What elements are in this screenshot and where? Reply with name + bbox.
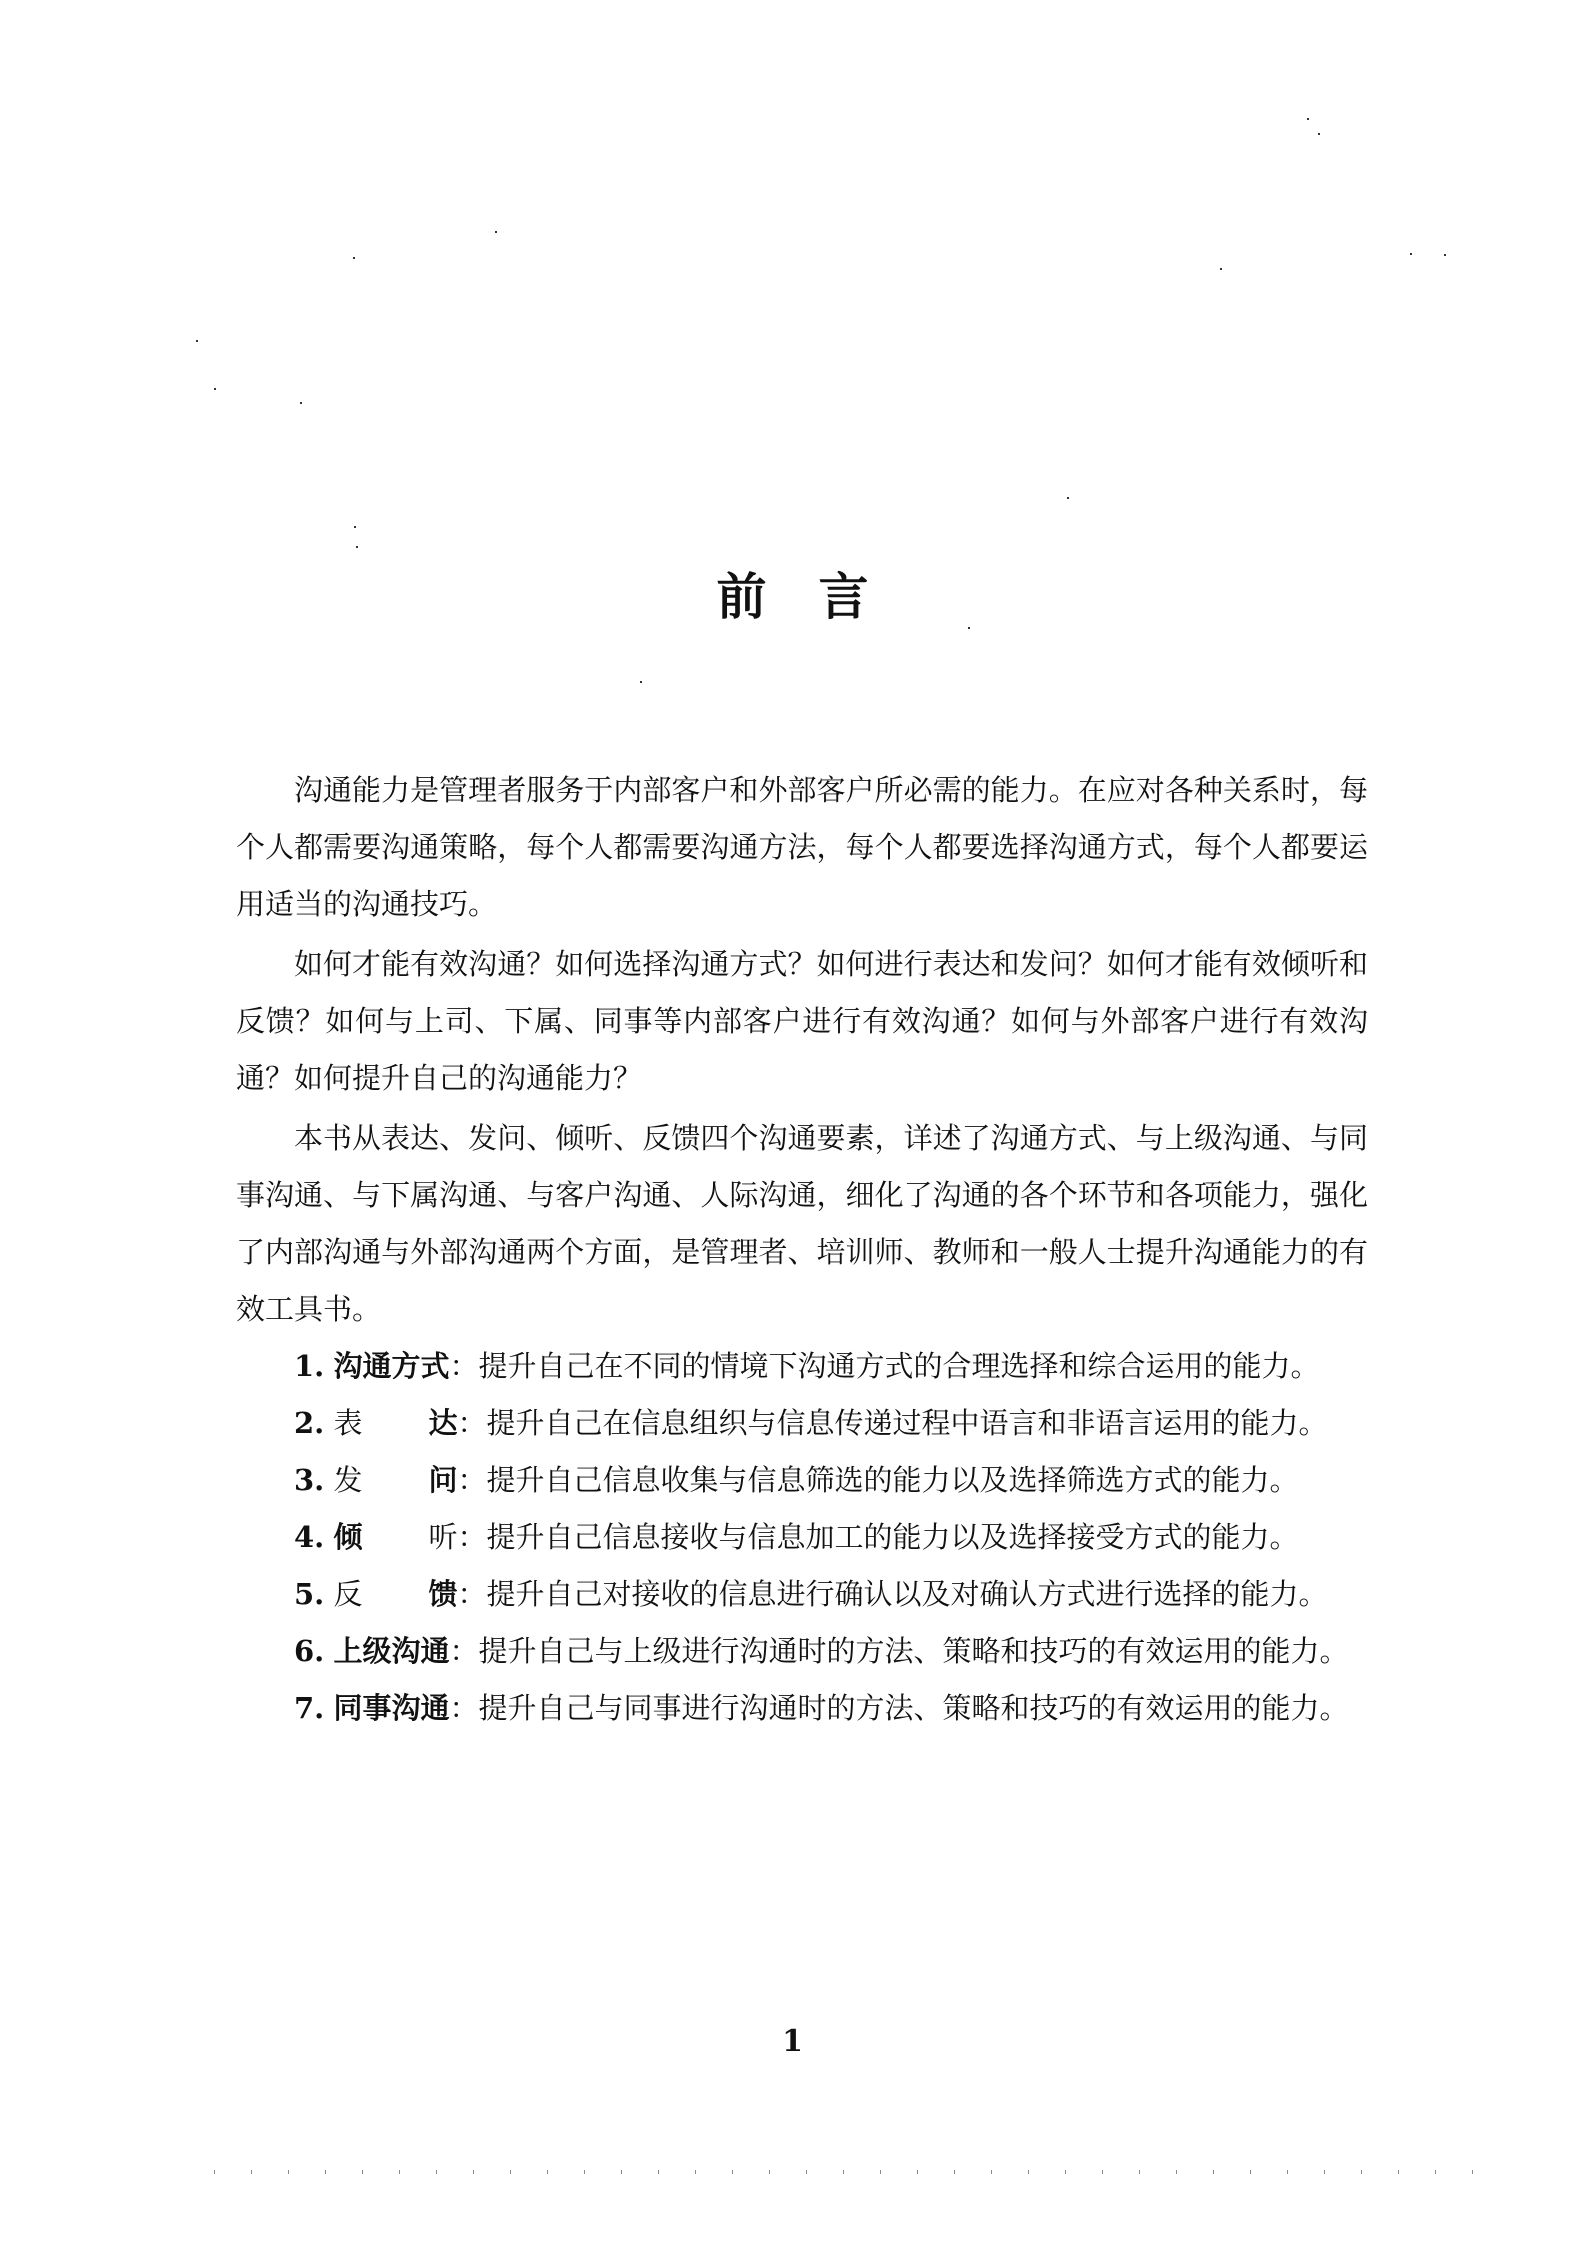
list-item-peer-communication [236, 1680, 1368, 1737]
scan-speck [1067, 497, 1069, 499]
item-description: ：提升自己与同事进行沟通时的方法、策略和技巧的有效运用的能力。 [449, 1691, 1349, 1725]
item-description: ：提升自己对接收的信息进行确认以及对确认方式进行选择的能力。 [457, 1577, 1328, 1611]
scan-speck [1220, 268, 1222, 270]
scan-speck [1318, 133, 1320, 135]
scan-speck [1444, 254, 1446, 256]
item-description: ：提升自己在信息组织与信息传递过程中语言和非语言运用的能力。 [457, 1406, 1328, 1440]
scan-speck [640, 681, 642, 683]
item-term-second: 达 [428, 1406, 458, 1440]
item-term: 沟通方式 [333, 1349, 450, 1383]
scan-speck [353, 257, 355, 259]
item-term-second: 听 [428, 1520, 458, 1554]
scan-speck [356, 546, 358, 548]
item-number: 4. [294, 1520, 325, 1554]
scan-speck [214, 388, 216, 390]
list-item-expression [236, 1395, 1368, 1452]
item-term-second: 问 [428, 1463, 458, 1497]
item-term: 同事沟通 [333, 1691, 450, 1725]
item-description: ：提升自己信息接收与信息加工的能力以及选择接受方式的能力。 [457, 1520, 1299, 1554]
item-number: 2. [294, 1406, 325, 1440]
scan-speck [1410, 253, 1412, 255]
page-title: 前言 [716, 567, 921, 626]
preface-body [236, 762, 1368, 1737]
item-term-first: 反 [333, 1577, 363, 1611]
item-number: 5. [294, 1577, 325, 1611]
item-number: 3. [294, 1463, 325, 1497]
list-item-listening [236, 1509, 1368, 1566]
list-item-upward-communication [236, 1623, 1368, 1680]
scan-artifact-line [200, 2170, 1500, 2174]
scan-speck [1307, 118, 1309, 120]
item-description: ：提升自己信息收集与信息筛选的能力以及选择筛选方式的能力。 [457, 1463, 1299, 1497]
item-description: ：提升自己与上级进行沟通时的方法、策略和技巧的有效运用的能力。 [449, 1634, 1349, 1668]
paragraph: 沟通能力是管理者服务于内部客户和外部客户所必需的能力。在应对各种关系时，每个人都需要沟通策略，每个人都需要沟通方法，每个人都要选择沟通方式，每个人都要运用适当的沟通技巧。 [236, 773, 1368, 921]
item-term-first: 倾 [333, 1520, 363, 1554]
paragraph: 如何才能有效沟通？如何选择沟通方式？如何进行表达和发问？如何才能有效倾听和反馈？如何与上司、下属、同事等内部客户进行有效沟通？如何与外部客户进行有效沟通？如何提升自己的沟通能力？ [236, 947, 1368, 1095]
scan-speck [968, 627, 970, 629]
item-description: ：提升自己在不同的情境下沟通方式的合理选择和综合运用的能力。 [449, 1349, 1320, 1383]
scan-speck [196, 340, 198, 342]
page-number: 1 [782, 2024, 803, 2059]
item-term-first: 表 [333, 1406, 363, 1440]
item-term: 上级沟通 [333, 1634, 450, 1668]
scan-speck [495, 231, 497, 233]
item-number: 1. [294, 1349, 325, 1383]
list-item-feedback [236, 1566, 1368, 1623]
list-item-communication-mode [236, 1338, 1368, 1395]
scan-speck [300, 402, 302, 404]
item-number: 7. [294, 1691, 325, 1725]
paragraph: 本书从表达、发问、倾听、反馈四个沟通要素，详述了沟通方式、与上级沟通、与同事沟通、与下属沟通、与客户沟通、人际沟通，细化了沟通的各个环节和各项能力，强化了内部沟通与外部沟通两个方面，是管理者、培训师、教师和一般人士提升沟通能力的有效工具书。 [236, 1121, 1368, 1326]
item-term-first: 发 [333, 1463, 363, 1497]
item-number: 6. [294, 1634, 325, 1668]
item-term-second: 馈 [428, 1577, 458, 1611]
list-item-asking [236, 1452, 1368, 1509]
scan-speck [354, 526, 356, 528]
